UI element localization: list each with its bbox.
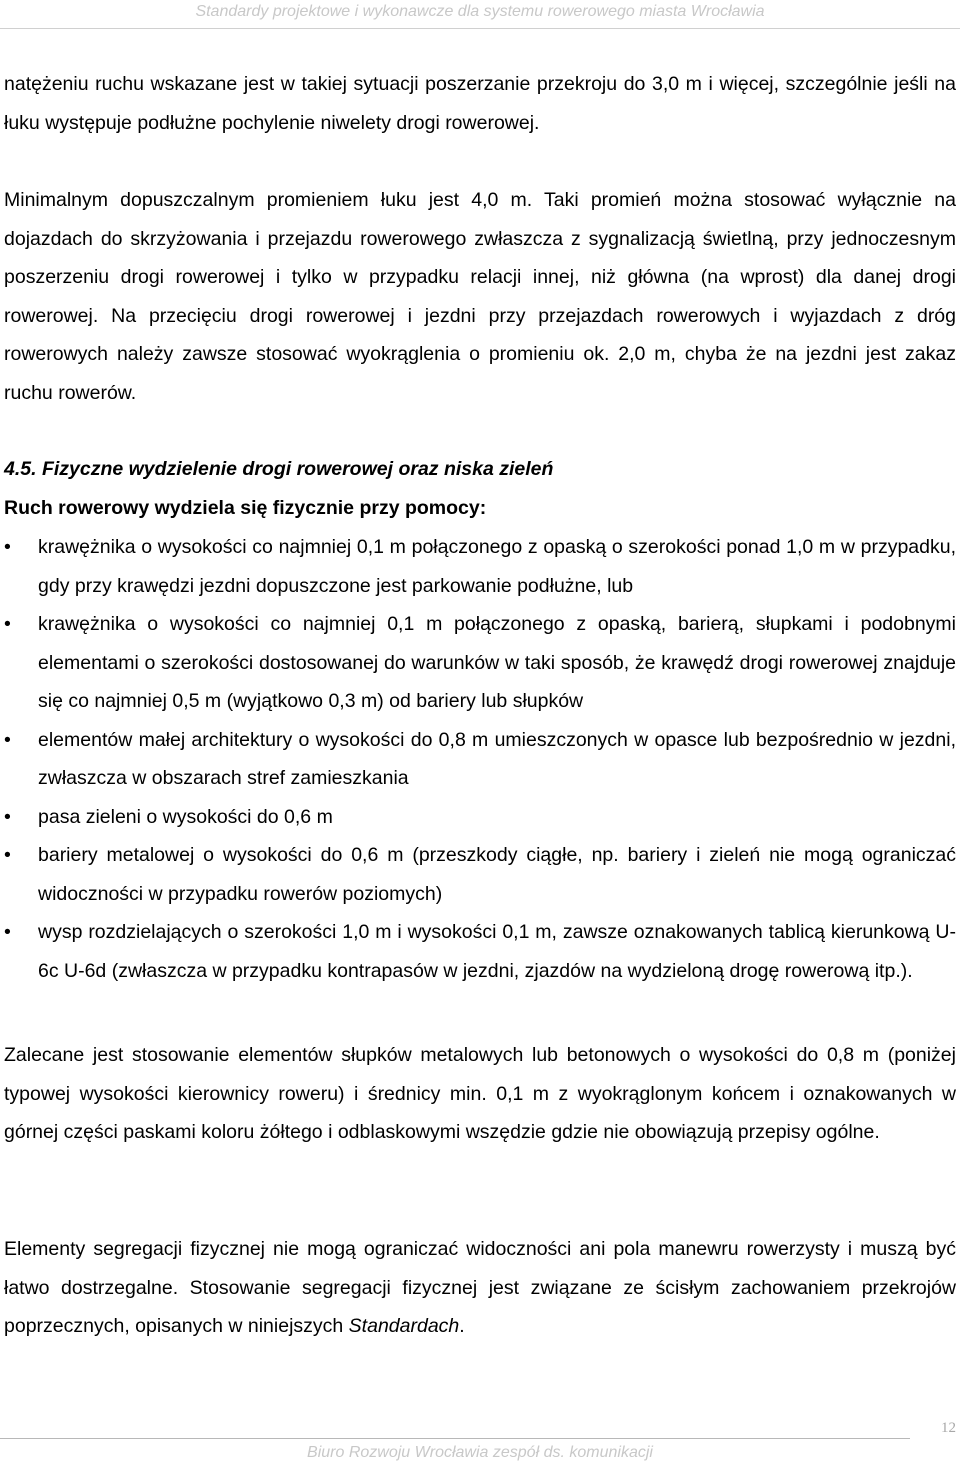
paragraph-2: Minimalnym dopuszczalnym promieniem łuku jest 4,0 m. Taki promień można stosować wyłącznie na dojazdach do skrzyżowania i przejazdu rowerowego zwłaszcza z sygnalizacją świetlną, przy jednoczesnym poszerzeniu drogi rowerowej i tylko w przypadku relacji innej, niż główna (na wprost) dla danej drogi rowerowej. Na przecięciu drogi rowerowej i jezdni przy przejazdach rowerowych i wyjazdach z dróg rowerowych należy zawsze stosować wyokrąglenia o promieniu ok. 2,0 m, chyba że na jezdni jest zakaz ruchu rowerów. <box>4 189 956 404</box>
paragraph-4-text: Elementy segregacji fizycznej nie mogą ograniczać widoczności ani pola manewru rowerzysty i muszą być łatwo dostrzegalne. Stosowanie segregacji fizycznej jest związane ze ścisłym zachowaniem przekrojów poprzecznych, opisanych w niniejszych <box>4 1238 956 1337</box>
list-item-text: elementów małej architektury o wysokości do 0,8 m umieszczonych w opasce lub bezpośrednio w jezdni, zwłaszcza w obszarach stref zamieszkania <box>38 728 956 789</box>
list-item-text: bariery metalowej o wysokości do 0,6 m (przeszkody ciągłe, np. bariery i zieleń nie mogą ograniczać widoczności w przypadku rowerów poziomych) <box>38 844 956 905</box>
section-subheading: Ruch rowerowy wydziela się fizycznie przy pomocy: <box>4 497 487 519</box>
bullet-icon: • <box>4 921 11 943</box>
bullet-icon: • <box>4 805 11 828</box>
bullet-list <box>4 528 956 990</box>
bullet-icon: • <box>4 613 11 635</box>
footer-divider <box>0 1438 910 1439</box>
list-item <box>4 721 956 798</box>
list-item-text: wysp rozdzielających o szerokości 1,0 m i wysokości 0,1 m, zawsze oznakowanych tablicą kierunkową U-6c U-6d (zwłaszcza w przypadku kontrapasów w jezdni, zjazdów na wydzieloną drogę rowerową itp.). <box>38 921 956 982</box>
paragraph-1: natężeniu ruchu wskazane jest w takiej sytuacji poszerzanie przekroju do 3,0 m i więcej, szczególnie jeśli na łuku występuje podłużne pochylenie niwelety drogi rowerowej. <box>4 73 956 134</box>
paragraph-4-end: . <box>459 1315 465 1337</box>
bullet-icon: • <box>4 536 11 558</box>
list-item-text: krawężnika o wysokości co najmniej 0,1 m połączonego z opaską o szerokości ponad 1,0 m w przypadku, gdy przy krawędzi jezdni dopuszczone jest parkowanie podłużne, lub <box>38 536 956 597</box>
header-divider <box>0 28 960 29</box>
page-header: Standardy projektowe i wykonawcze dla systemu rowerowego miasta Wrocławia <box>195 3 765 20</box>
paragraph-4 <box>4 1230 956 1346</box>
bullet-icon: • <box>4 844 11 866</box>
page-number: 12 <box>941 1420 956 1436</box>
list-item <box>4 913 956 990</box>
list-item <box>4 836 956 913</box>
list-item-text: krawężnika o wysokości co najmniej 0,1 m połączonego z opaską, barierą, słupkami i podobnymi elementami o szerokości dostosowanej do warunków w taki sposób, że krawędź drogi rowerowej znajduje się co najmniej 0,5 m (wyjątkowo 0,3 m) od bariery lub słupków <box>38 613 956 712</box>
page-footer: Biuro Rozwoju Wrocławia zespół ds. komunikacji <box>307 1444 653 1461</box>
paragraph-3: Zalecane jest stosowanie elementów słupków metalowych lub betonowych o wysokości do 0,8 m (poniżej typowej wysokości kierownicy roweru) i średnicy min. 0,1 m z wyokrąglonym końcem i oznakowanych w górnej części paskami koloru żółtego i odblaskowymi wszędzie gdzie nie obowiązują przepisy ogólne. <box>4 1044 956 1143</box>
list-item <box>4 605 956 721</box>
list-item-text: pasa zieleni o wysokości do 0,6 m <box>38 805 333 828</box>
bullet-icon: • <box>4 728 11 751</box>
standards-reference: Standardach <box>348 1315 460 1337</box>
list-item <box>4 528 956 605</box>
list-item <box>4 798 956 837</box>
section-heading: 4.5. Fizyczne wydzielenie drogi rowerowej oraz niska zieleń <box>4 458 554 480</box>
